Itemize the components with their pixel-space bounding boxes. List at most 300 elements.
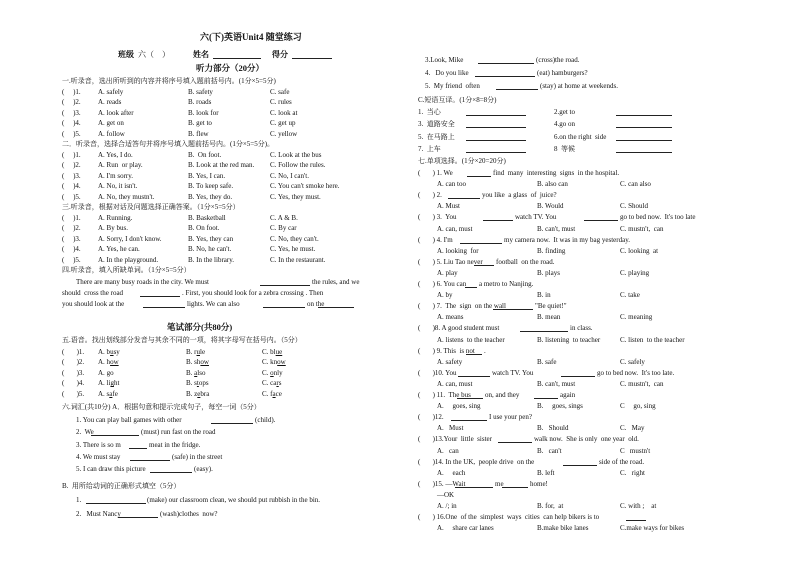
written-header: 笔试部分(共80分) — [167, 322, 233, 332]
option-suffix: ht — [113, 379, 120, 388]
choice-a: A. means — [437, 313, 464, 322]
answer-bracket: ( )2. — [62, 161, 81, 170]
phrase-blank[interactable] — [466, 115, 526, 116]
fill-sentence: 4. We must stay — [76, 452, 121, 461]
option-prefix: B. r — [186, 348, 197, 356]
answer-bracket: ( )1. — [62, 151, 81, 159]
question-text: in class. — [570, 324, 593, 333]
name-label: 姓名 — [193, 50, 209, 59]
question-text: side of the road. — [599, 457, 645, 466]
option-b: B. Yes, I can. — [188, 171, 226, 180]
question-text: watch TV. You — [492, 368, 534, 377]
fill-sentence: meat in the fridge. — [149, 440, 201, 449]
worksheet-title: 六(下)英语Unit4 随堂练习 — [200, 32, 302, 42]
question-text: home! — [530, 479, 548, 488]
phonics-option — [186, 369, 205, 378]
option-suffix: bra — [200, 389, 210, 398]
option-suffix: lso — [197, 368, 206, 377]
phrase-blank[interactable] — [616, 152, 672, 153]
answer-bracket: ( )2. — [62, 98, 81, 107]
choice-c: C. can also — [620, 180, 651, 189]
section-title: 六.词汇(共10分) A．根据句意和提示完成句子，每空一词（5分） — [62, 403, 261, 411]
fill-blank[interactable] — [130, 460, 170, 461]
choice-c: C. May — [620, 424, 645, 433]
question-text: ( )12. — [418, 413, 444, 422]
passage-text: There are many busy roads in the city. We must — [76, 278, 209, 286]
choice-a: A. looking for — [437, 246, 479, 255]
choice-b: B. for, at — [537, 502, 564, 510]
option-b: B. look for — [188, 108, 219, 117]
option-a: A. Sorry, I don't know. — [98, 234, 162, 243]
fill-blank[interactable] — [86, 503, 146, 504]
choice-b: B. goes, sings — [537, 402, 583, 411]
option-prefix: B. — [186, 368, 195, 377]
option-c: C. By car — [270, 224, 297, 233]
choice-c: C. Should — [620, 202, 649, 211]
question-text: find many interesting signs in the hospital. — [493, 169, 620, 177]
question-text: on, and they — [485, 391, 520, 399]
choice-b: B. plays — [537, 268, 560, 277]
fill-sentence: 3. There is so m — [76, 440, 121, 449]
choice-c: C. with ; at — [620, 502, 657, 510]
underlined-letters: a — [109, 389, 113, 398]
fill-blank[interactable] — [150, 472, 192, 473]
option-c: C. Look at the bus — [270, 151, 322, 159]
choice-b: B. in — [537, 291, 551, 300]
choice-a: A. play — [437, 268, 458, 277]
choice-c: C. playing — [620, 268, 650, 277]
option-a: A. look after — [98, 108, 134, 117]
answer-blank[interactable] — [455, 487, 493, 488]
answer-blank[interactable] — [483, 220, 513, 221]
section-title: 五.语音。找出划线部分发音与其余不同的一项，将其字母写在括号内。（5分） — [62, 336, 302, 344]
choice-b: B. mean — [537, 313, 561, 322]
phonics-option — [262, 390, 282, 399]
phonics-option — [98, 348, 120, 357]
option-a: A. Running. — [98, 214, 133, 222]
choice-a: A. listens to the teacher — [437, 335, 505, 344]
choice-b: B. can't, must — [537, 379, 576, 388]
question-text: ( ) 4. I'm — [418, 235, 453, 244]
question-text: ( ) 11. The bus — [418, 391, 471, 399]
fill-sentence: 2. We — [76, 428, 94, 437]
choice-b: B. Should — [537, 424, 569, 433]
choice-c: C. listen to the teacher — [620, 335, 685, 344]
fill-sentence: 1. You can play ball games with other — [76, 416, 182, 424]
question-text: ( ) 7. The sign on the wall — [418, 302, 506, 311]
passage-text: should cross the road — [62, 289, 124, 297]
underlined-letters: ow — [277, 358, 286, 367]
option-c: C. You can't smoke here. — [270, 182, 340, 191]
underlined-letters: r — [276, 379, 279, 388]
option-a: A. By bus. — [98, 224, 128, 233]
option-b: B. Yes, they do. — [188, 192, 233, 201]
fill-blank[interactable] — [129, 448, 147, 449]
option-a: A. safely — [98, 88, 124, 96]
listening-header: 听力部分（20分） — [196, 63, 265, 73]
choice-c: C. meaning — [620, 313, 653, 322]
phonics-option — [262, 348, 282, 357]
option-prefix: B. z — [186, 389, 198, 398]
choice-c: C. right — [620, 468, 645, 477]
choice-b: B. left — [537, 468, 555, 477]
fill-sentence: 3.Look, Mike — [425, 56, 464, 64]
underlined-letters: g — [110, 379, 114, 388]
answer-bracket: ( )4. — [62, 245, 81, 254]
fill-sentence: 5. I can draw this picture — [76, 465, 146, 474]
answer-blank[interactable] — [502, 487, 528, 488]
option-a: A. follow — [98, 129, 125, 138]
choice-a: A. goes, sing — [437, 402, 481, 411]
option-b: B. get to — [188, 119, 212, 128]
choice-c: C. mustn't, can — [620, 224, 664, 233]
name-field[interactable] — [213, 58, 261, 59]
option-suffix: o — [110, 368, 114, 377]
phrase-blank[interactable] — [616, 140, 672, 141]
question-text: you like a glass of juice? — [482, 191, 557, 200]
passage-text: . First, you should look for a zebra crossing . Then — [182, 289, 324, 297]
question-text: ( )8. A good student must — [418, 324, 500, 333]
choice-a: A. can, must — [437, 224, 473, 233]
phonics-option — [98, 369, 114, 378]
choice-a: A. safety — [437, 357, 463, 366]
option-prefix: C. bl — [262, 348, 276, 356]
answer-bracket: ( )5. — [62, 129, 81, 138]
option-suffix: le — [200, 348, 206, 356]
option-c: C. get up — [270, 119, 296, 128]
option-a: A. reads — [98, 98, 122, 107]
option-c: C. In the restaurant. — [270, 255, 326, 264]
option-a: A. No, they mustn't. — [98, 192, 155, 201]
fill-blank[interactable] — [475, 76, 535, 77]
answer-blank[interactable] — [584, 220, 618, 221]
choice-c: C.make ways for bikes — [620, 524, 685, 533]
answer-bracket: ( )5. — [62, 192, 81, 201]
answer-blank[interactable] — [561, 376, 595, 377]
choice-c: C. mustn't, can — [620, 379, 664, 388]
phonics-option — [262, 358, 286, 367]
answer-blank[interactable] — [451, 420, 487, 421]
section-title: C.短语互译。(1分×8=8分) — [418, 96, 497, 104]
section-title: 七.单项选择。(1分×20=20分) — [418, 157, 506, 165]
score-label: 得分 — [272, 50, 288, 59]
class-value: 六（ ） — [138, 50, 170, 59]
option-prefix: C. f — [262, 389, 273, 398]
answer-bracket: ( )1. — [62, 88, 81, 96]
blank-2[interactable] — [140, 296, 180, 297]
phrase-item: 5. 在马路上 — [418, 132, 455, 141]
phrase-item: 3. 道路安全 — [418, 120, 455, 129]
choice-a: A. Must — [437, 202, 460, 211]
fill-sentence: (safe) in the street — [172, 452, 223, 461]
choice-b: B. finding — [537, 246, 566, 255]
option-b: B. No, he can't. — [188, 245, 232, 254]
answer-blank[interactable] — [457, 398, 483, 399]
question-text: walk now. She is only one year old. — [534, 435, 639, 444]
option-c: C. yellow — [270, 129, 298, 138]
answer-blank[interactable] — [465, 287, 477, 288]
answer-bracket: ( )3. — [62, 171, 81, 180]
choice-a: A. Must — [437, 424, 464, 433]
question-text: ( ) 16.One of the simplest ways cities can help bikers is to — [418, 513, 600, 522]
answer-bracket: ( )5. — [62, 389, 85, 398]
phrase-item: 4.go on — [554, 120, 575, 129]
option-b: B. In the library. — [188, 255, 235, 264]
choice-a: A. /; in — [437, 502, 457, 510]
passage-text: you should look at the — [62, 300, 125, 308]
phrase-blank[interactable] — [466, 140, 526, 141]
phrase-item: 7. 上车 — [418, 144, 441, 153]
answer-bracket: ( )1. — [62, 214, 81, 222]
phonics-option — [262, 379, 281, 388]
answer-bracket: ( )2. — [62, 224, 81, 233]
score-field[interactable] — [292, 58, 332, 59]
option-a: A. Yes, he can. — [98, 245, 140, 254]
underlined-letters: u — [196, 348, 200, 356]
answer-bracket: ( )4. — [62, 379, 85, 388]
answer-bracket: ( )4. — [62, 119, 81, 128]
option-b: B. On foot. — [188, 224, 220, 233]
option-c: C. look at — [270, 108, 298, 117]
underlined-letters: g — [106, 368, 111, 377]
question-text: I use your pen? — [489, 413, 532, 422]
question-text: "Be quiet!" — [535, 302, 567, 311]
section-title: 一.听录音，选出所听到的内容并将序号填入题前括号内。(1分×5=5分) — [62, 77, 276, 85]
section-title: 三.听录音，根据对话及问题选择正确答案。（1分×5=5分） — [62, 203, 240, 211]
option-prefix: A. b — [98, 348, 111, 356]
option-a: A. No, it isn't. — [98, 182, 138, 191]
question-text: ( )15. —Wait — [418, 479, 466, 488]
choice-a: A. each — [437, 468, 466, 477]
answer-bracket: ( )3. — [62, 368, 85, 377]
option-c: C. safe — [270, 88, 290, 96]
section-title: 四.听录音，填入所缺单词。（1分×5=5分） — [62, 266, 191, 274]
answer-blank[interactable] — [534, 398, 558, 399]
underlined-letters: a — [272, 389, 276, 398]
answer-bracket: ( )1. — [62, 348, 85, 356]
phonics-option — [186, 348, 205, 357]
question-text: ( ) 2. — [418, 191, 442, 200]
choice-b: B. can't — [537, 446, 562, 455]
choice-a: A. by — [437, 291, 453, 300]
answer-bracket: ( )4. — [62, 182, 81, 191]
option-a: A. Yes, I do. — [98, 151, 133, 159]
fill-sentence: (eat) hamburgers? — [537, 69, 588, 77]
option-b: B. roads — [188, 98, 212, 107]
choice-a: A. can — [437, 446, 459, 455]
choice-b: B. listening to teacher — [537, 335, 601, 344]
option-b: B. flew — [188, 129, 209, 138]
question-text: ( ) 1. We — [418, 169, 453, 177]
fill-sentence: (wash)clothes now? — [160, 510, 218, 518]
answer-blank[interactable] — [563, 465, 597, 466]
blank-4[interactable] — [263, 307, 305, 308]
choice-b: B.make bike lanes — [537, 524, 589, 533]
option-b: B. safety — [188, 88, 213, 96]
question-text: ( )10. You — [418, 368, 457, 377]
question-text: ( )13.Your little sister — [418, 435, 492, 444]
phonics-option — [186, 379, 209, 388]
underlined-letters: o — [270, 368, 274, 377]
option-prefix: A. — [98, 368, 107, 377]
option-suffix: s — [278, 379, 282, 388]
option-prefix: C. kn — [262, 358, 278, 367]
option-c: C. Yes, he must. — [270, 245, 316, 254]
answer-blank[interactable] — [466, 354, 482, 355]
phrase-item: 2.get to — [554, 108, 575, 116]
option-a: A. Run or play. — [98, 161, 143, 170]
phonics-option — [262, 369, 283, 378]
underlined-letters: ow — [110, 358, 119, 367]
answer-blank[interactable] — [467, 176, 491, 177]
option-a: A. I'm sorry. — [98, 171, 134, 180]
option-a: A. In the playground. — [98, 255, 159, 264]
question-text: . — [484, 346, 486, 355]
phrase-blank[interactable] — [466, 152, 526, 153]
underlined-letters: ue — [275, 348, 283, 356]
phonics-option — [186, 390, 209, 399]
underlined-letters: a — [194, 368, 198, 377]
fill-sentence: (cross)the road. — [536, 56, 580, 64]
fill-sentence: (must) run fast on the road — [141, 428, 216, 437]
option-prefix: A. h — [98, 358, 111, 367]
option-a: A. get on — [98, 119, 124, 128]
phrase-blank[interactable] — [616, 127, 672, 128]
class-label: 班级 — [118, 50, 134, 59]
choice-c: C. take — [620, 291, 640, 300]
question-text: ( ) 6. You can — [418, 280, 467, 288]
question-text: ( ) 3. You — [418, 213, 457, 222]
option-c: C. Yes, they must. — [270, 192, 321, 201]
question-text: watch TV. You — [515, 213, 557, 222]
question-text: again — [560, 391, 576, 399]
passage-text: on the — [307, 300, 325, 308]
choice-a: A. can, must — [437, 379, 473, 388]
answer-blank[interactable] — [626, 520, 646, 521]
option-suffix: nly — [273, 368, 283, 377]
blank-1[interactable] — [260, 285, 310, 286]
question-text: ( ) 9. This is not — [418, 346, 475, 355]
option-c: C. Follow the rules. — [270, 161, 326, 170]
answer-blank[interactable] — [458, 376, 490, 377]
answer-bracket: ( )3. — [62, 234, 81, 243]
option-b: B. Basketball — [188, 214, 226, 222]
option-b: B. On foot. — [188, 151, 222, 159]
phrase-blank[interactable] — [616, 115, 672, 116]
fill-sentence: 4. Do you like — [425, 69, 469, 77]
option-b: B. Yes, they can — [188, 234, 234, 243]
question-text: go to bed now. It's too late. — [597, 368, 675, 377]
choice-b: B. Would — [537, 202, 564, 211]
answer-blank[interactable] — [460, 243, 502, 244]
underlined-letters: e — [197, 389, 201, 398]
choice-c: C. safely — [620, 357, 645, 366]
answer-blank[interactable] — [498, 442, 532, 443]
option-c: C. No, I can't. — [270, 171, 309, 180]
option-suffix: ops — [198, 379, 209, 388]
option-prefix: C. — [262, 368, 271, 377]
option-b: B. To keep safe. — [188, 182, 234, 191]
fill-sentence: (stay) at home at weekends. — [540, 82, 618, 90]
option-suffix: fe — [112, 389, 118, 398]
choice-a: A. share car lanes — [437, 524, 494, 533]
option-suffix: ce — [275, 389, 282, 398]
fill-blank[interactable] — [118, 517, 158, 518]
option-c: C. rules — [270, 98, 292, 107]
answer-blank[interactable] — [474, 265, 494, 266]
choice-a: —OK — [437, 490, 455, 499]
choice-c: C mustn't — [620, 446, 651, 455]
passage-text: lights. We can also — [187, 300, 240, 308]
phonics-option — [186, 358, 209, 367]
answer-bracket: ( )3. — [62, 108, 81, 117]
choice-a: A. can too — [437, 180, 466, 189]
answer-blank[interactable] — [448, 198, 480, 199]
phonics-option — [98, 358, 119, 367]
option-c: C. No, they can't. — [270, 234, 319, 243]
phrase-item: 8 等候 — [554, 144, 575, 153]
question-text: a metro to Nanjing. — [479, 280, 534, 288]
answer-blank[interactable] — [493, 309, 533, 310]
question-text: my camera now. It was in my bag yesterday. — [504, 235, 631, 244]
option-prefix: B. s — [186, 379, 197, 388]
option-b: B. Look at the red man. — [188, 161, 255, 170]
phonics-option — [98, 379, 119, 388]
option-suffix: sy — [113, 348, 120, 356]
fill-blank[interactable] — [496, 89, 538, 90]
question-text: ( ) 5. Liu Tao never — [418, 257, 483, 266]
choice-b: B. can't, must — [537, 224, 576, 233]
phrase-item: 1. 当心 — [418, 108, 441, 116]
phonics-option — [98, 390, 118, 399]
blank-3[interactable] — [143, 307, 185, 308]
option-prefix: B. sh — [186, 358, 201, 367]
question-text: me — [495, 479, 504, 488]
passage-text: the rules, and we — [312, 278, 360, 286]
fill-sentence: (easy). — [194, 465, 213, 474]
option-prefix: C. ca — [262, 379, 277, 388]
question-text: go to bed now. It's too late — [620, 213, 696, 222]
answer-bracket: ( )2. — [62, 358, 85, 367]
fill-sentence: (make) our classroom clean, we should put rubbish in the bin. — [147, 496, 321, 504]
question-text: ( )14. In the UK, people drive on the — [418, 457, 535, 466]
choice-b: B. safe — [537, 357, 557, 366]
fill-blank[interactable] — [211, 423, 253, 424]
fill-sentence: 5. My friend often — [425, 82, 480, 90]
choice-b: B. also can — [537, 180, 568, 189]
choice-c: C. looking at — [620, 246, 659, 255]
fill-sentence: 2. Must Nancy — [76, 510, 121, 518]
option-prefix: A. li — [98, 379, 111, 388]
option-prefix: A. s — [98, 389, 110, 398]
question-text: football on the road. — [496, 257, 555, 266]
fill-blank[interactable] — [478, 63, 534, 64]
phrase-item: 6.on the right side — [554, 132, 607, 141]
underlined-letters: t — [196, 379, 199, 388]
underlined-letters: u — [110, 348, 114, 356]
fill-sentence: (child). — [255, 416, 276, 424]
choice-c: C go, sing — [620, 402, 656, 411]
answer-blank[interactable] — [520, 331, 568, 332]
fill-blank[interactable] — [91, 435, 139, 436]
fill-sentence: 1. — [76, 496, 82, 504]
section-title: 二．听录音，选择合适答句并将序号填入题前括号内。(1分×5=5分)。 — [62, 140, 275, 148]
section-title: B. 用所给动词的正确形式填空（5分） — [62, 482, 181, 490]
phrase-blank[interactable] — [466, 127, 526, 128]
answer-bracket: ( )5. — [62, 255, 81, 264]
underlined-letters: ow — [200, 358, 209, 367]
blank-5[interactable] — [318, 307, 354, 308]
